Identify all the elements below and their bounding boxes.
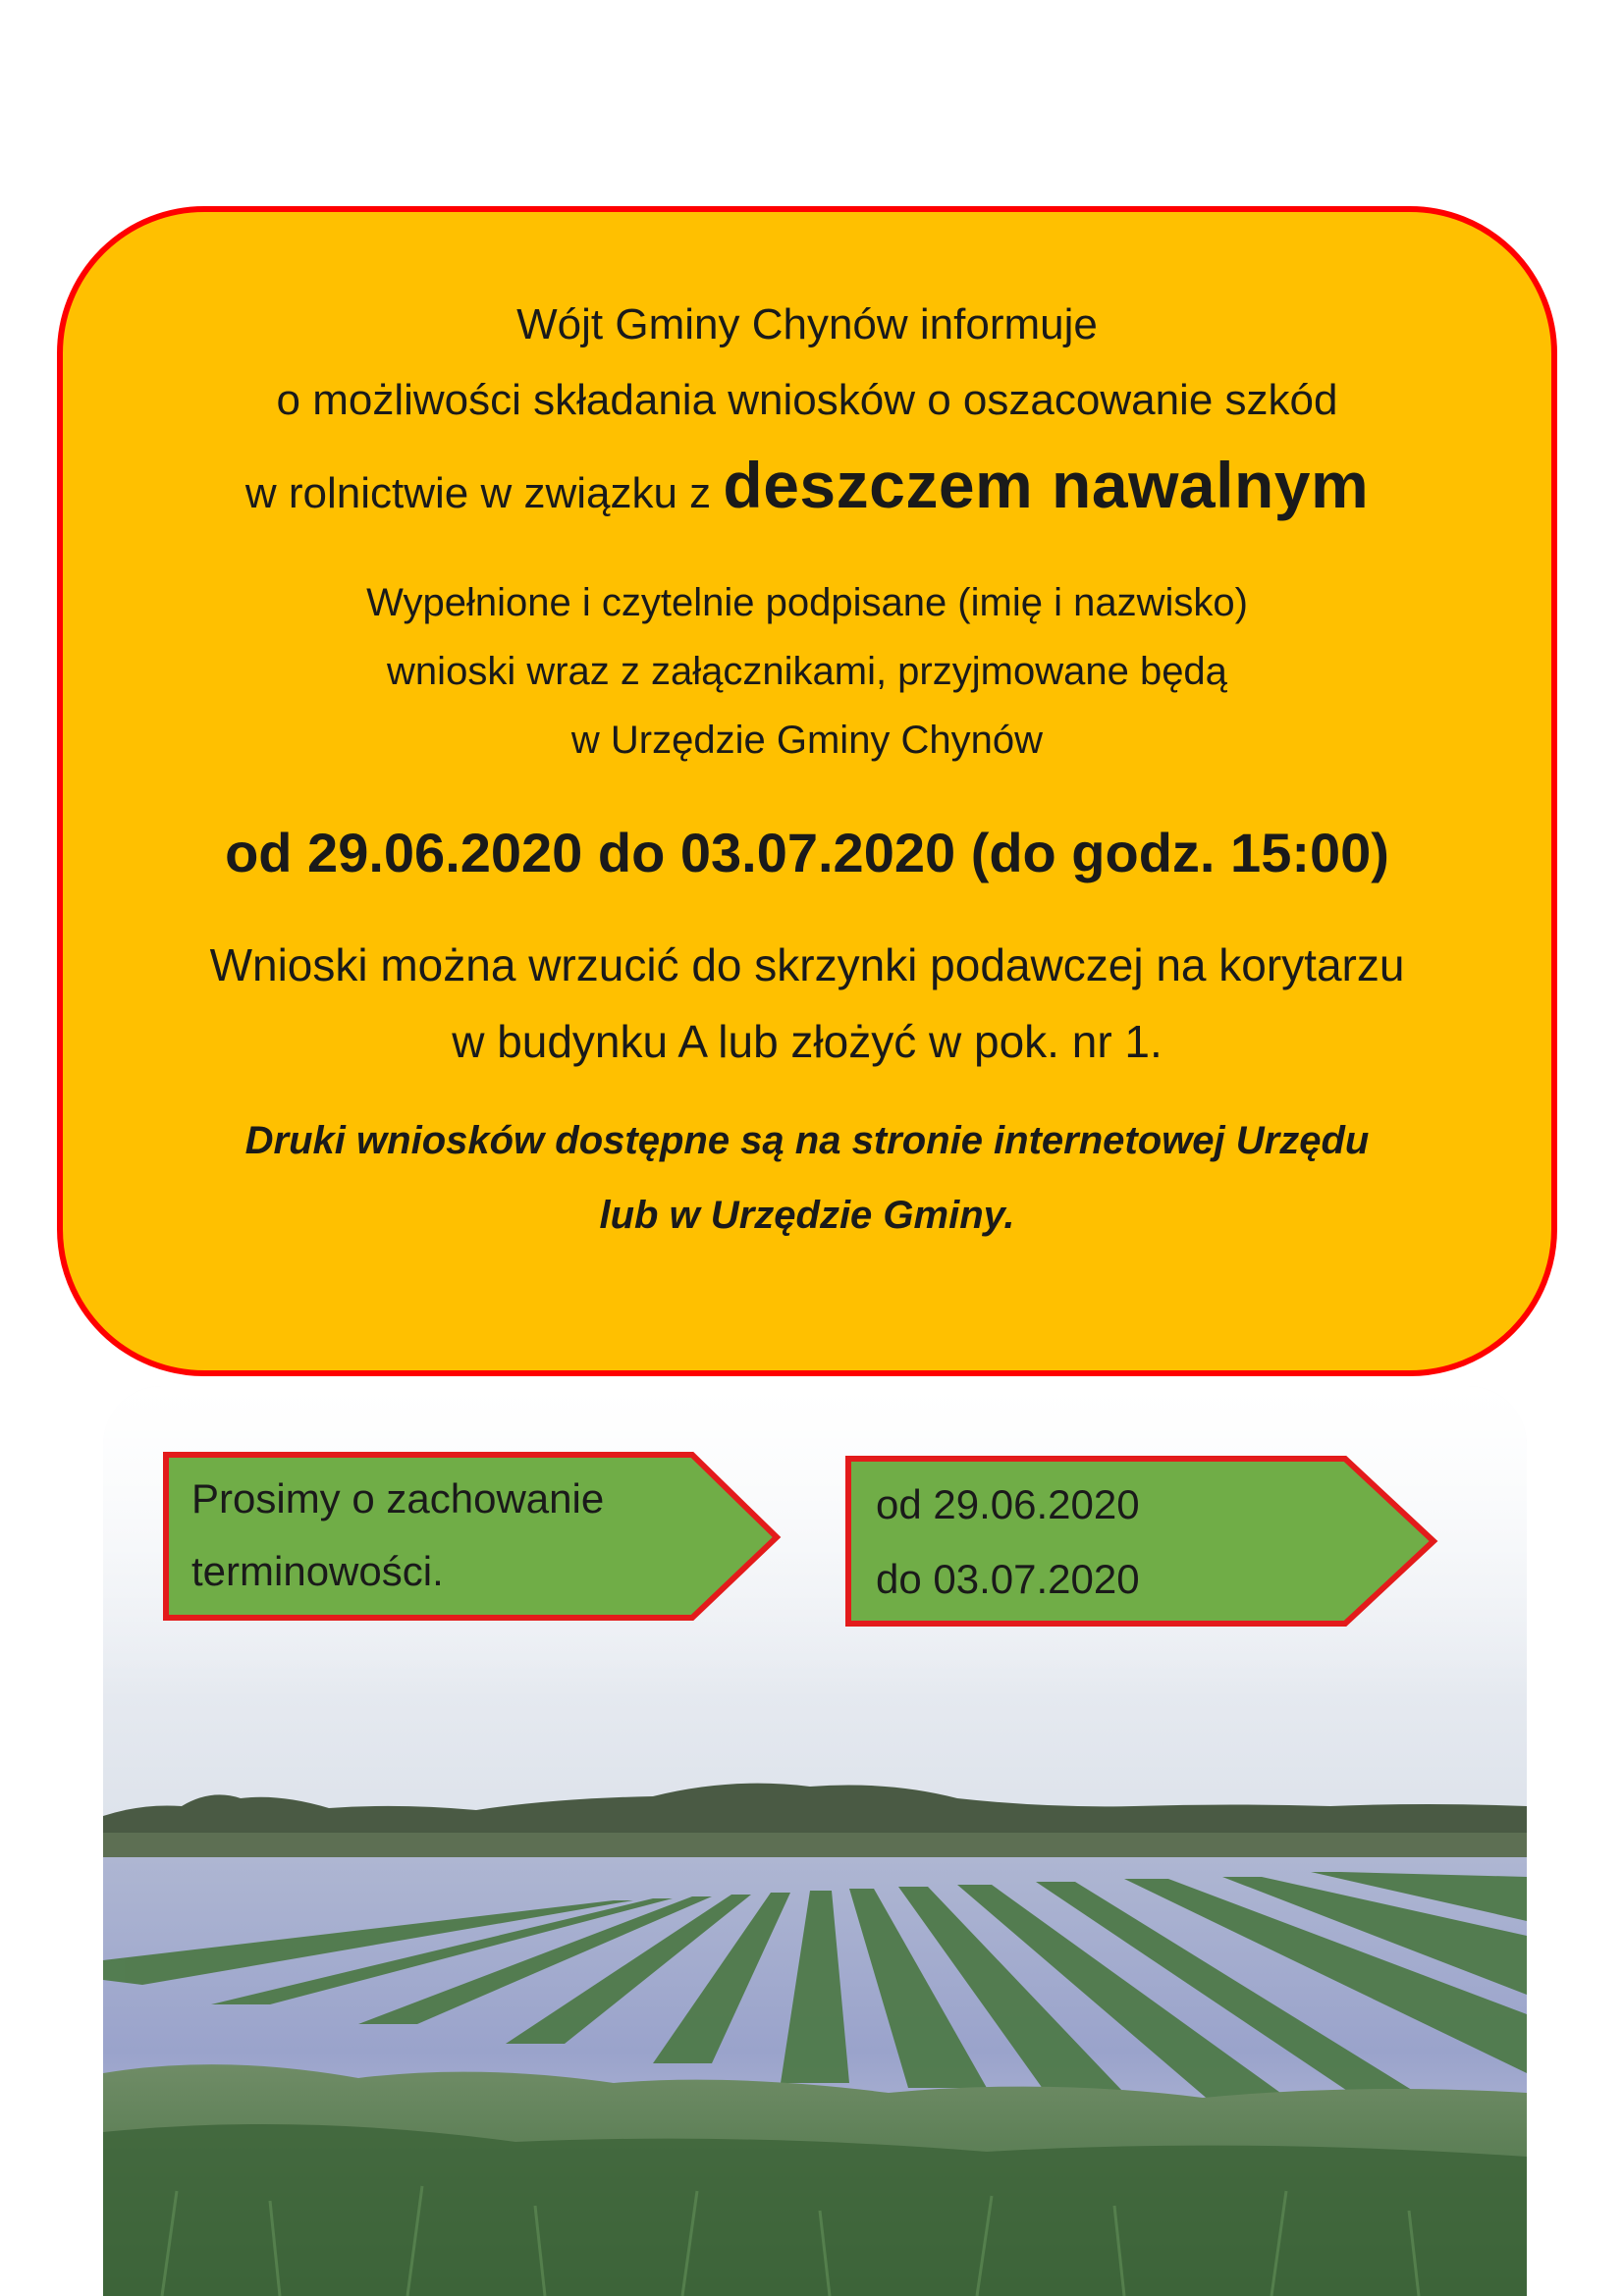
- notice-submission-2: w budynku A lub złożyć w pok. nr 1.: [452, 1016, 1163, 1067]
- notice-instructions-1: Wypełnione i czytelnie podpisane (imię i nazwisko): [366, 581, 1248, 624]
- notice-instructions-2: wnioski wraz z załącznikami, przyjmowane będą: [387, 650, 1227, 693]
- notice-forms-2: lub w Urzędzie Gminy.: [599, 1194, 1015, 1237]
- callout-left-line2: terminowości.: [191, 1548, 444, 1594]
- notice-cause-emphasis: deszczem nawalnym: [723, 449, 1370, 521]
- callout-right-line1: od 29.06.2020: [876, 1481, 1140, 1527]
- notice-box: [57, 206, 1557, 1376]
- callout-arrow-right: [844, 1455, 1443, 1631]
- callout-right-line2: do 03.07.2020: [876, 1556, 1140, 1602]
- notice-forms-1: Druki wniosków dostępne są na stronie internetowej Urzędu: [244, 1119, 1370, 1162]
- callout-arrow-left: [162, 1451, 790, 1628]
- notice-instructions-3: w Urzędzie Gminy Chynów: [570, 719, 1044, 762]
- notice-heading: Wójt Gminy Chynów informuje: [516, 300, 1098, 348]
- notice-subject: o możliwości składania wniosków o oszacowanie szkód: [276, 376, 1338, 424]
- callout-left-line1: Prosimy o zachowanie: [191, 1475, 605, 1522]
- notice-dates: od 29.06.2020 do 03.07.2020 (do godz. 15:00): [225, 822, 1389, 883]
- notice-cause-prefix: w rolnictwie w związku z: [244, 469, 724, 517]
- notice-submission-1: Wnioski można wrzucić do skrzynki podawczej na korytarzu: [209, 939, 1405, 990]
- notice-cause: [63, 448, 1551, 522]
